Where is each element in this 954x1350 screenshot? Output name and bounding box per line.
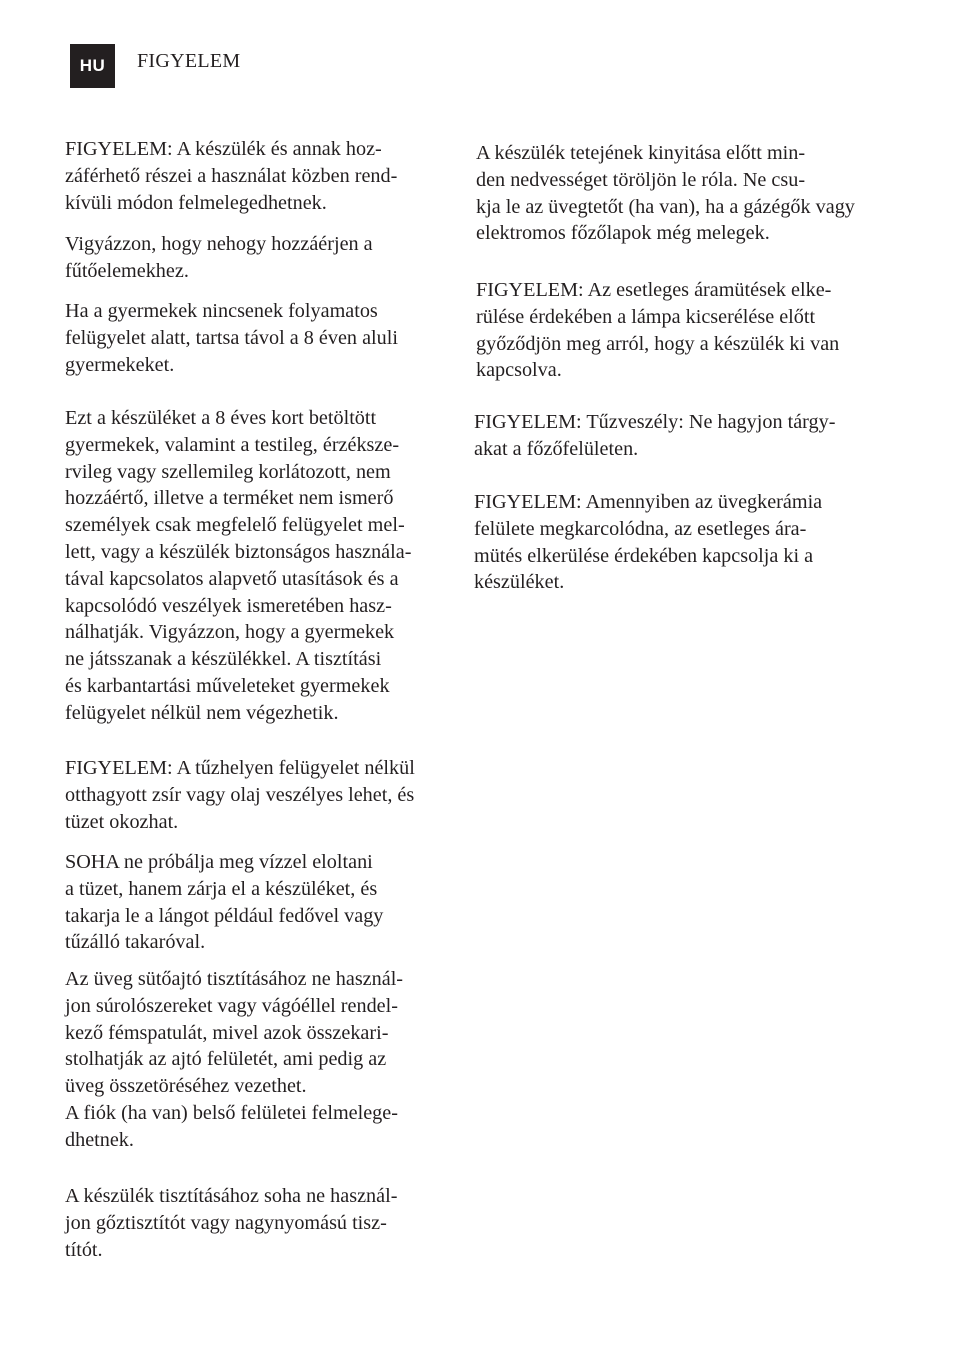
text-line: FIGYELEM: A tűzhelyen felügyelet nélkül — [65, 757, 415, 779]
text-line: títót. — [65, 1238, 103, 1261]
text-line: kja le az üvegtetőt (ha van), ha a gázégők vagy — [476, 195, 855, 218]
text-line: mütés elkerülése érdekében kapcsolja ki a — [474, 544, 814, 567]
text-line: felügyelet alatt, tartsa távol a 8 éven aluli — [65, 326, 398, 349]
text-line: dhetnek. — [65, 1128, 134, 1151]
text-line: Az üveg sütőajtó tisztításához ne használ- — [65, 968, 404, 990]
text-line: kívüli módon felmelegedhetnek. — [65, 191, 327, 214]
text-line: felülete megkarcolódna, az esetleges ára- — [474, 517, 807, 540]
text-line: gyermekeket. — [65, 353, 175, 376]
text-line: jon súrolószereket vagy vágóéllel rendel- — [65, 994, 398, 1017]
glass-door-cleaning-note — [65, 966, 403, 1154]
text-line: záférhető részei a használat közben rend- — [65, 164, 398, 187]
text-line: den nedvességet töröljön le róla. Ne csu- — [476, 168, 806, 191]
text-line: kapcsolódó veszélyek ismeretében hasz- — [65, 594, 392, 617]
usage-restrictions-note — [65, 405, 411, 727]
text-line: felügyelet nélkül nem végezhetik. — [65, 701, 339, 724]
text-line: tával kapcsolatos alapvető utasítások és a — [65, 567, 399, 590]
heating-elements-note — [65, 231, 373, 285]
text-line: a tüzet, hanem zárja el a készüléket, és — [65, 877, 378, 900]
text-line: otthagyott zsír vagy olaj veszélyes lehet, és — [65, 783, 415, 806]
text-line: tűzálló takaróval. — [65, 931, 206, 954]
warning-lamp-replacement — [476, 277, 839, 384]
text-line: Ezt a készüléket a 8 éves kort betöltött — [65, 407, 377, 429]
text-line: készüléket. — [474, 571, 565, 594]
lid-opening-note — [476, 140, 855, 247]
text-line: FIGYELEM: Az esetleges áramütések elke- — [476, 279, 832, 301]
text-line: kapcsolva. — [476, 359, 562, 382]
text-line: lett, vagy a készülék biztonságos használa- — [65, 540, 412, 563]
text-line: stolhatják az ajtó felületét, ami pedig az — [65, 1048, 387, 1071]
text-line: gyermekek, valamint a testileg, érzéksze- — [65, 433, 400, 456]
warning-grease-oil — [65, 755, 415, 835]
text-line: FIGYELEM: A készülék és annak hoz- — [65, 138, 382, 160]
text-line: Ha a gyermekek nincsenek folyamatos — [65, 300, 378, 322]
text-line: nálhatják. Vigyázzon, hogy a gyermekek — [65, 621, 395, 644]
text-line: tüzet okozhat. — [65, 810, 179, 833]
text-line: és karbantartási műveleteket gyermekek — [65, 674, 390, 697]
text-line: jon gőztisztítót vagy nagynyomású tisz- — [65, 1211, 387, 1234]
text-line: Vigyázzon, hogy nehogy hozzáérjen a — [65, 233, 373, 255]
language-badge: HU — [70, 44, 115, 88]
warning-fire-hazard — [474, 409, 835, 463]
children-supervision-note — [65, 298, 398, 378]
text-line: A készülék tetejének kinyitása előtt min- — [476, 142, 806, 164]
text-line: ne játsszanak a készülékkel. A tisztítási — [65, 648, 382, 671]
text-line: elektromos főzőlapok még melegek. — [476, 222, 770, 245]
text-line: A készülék tisztításához soha ne használ- — [65, 1185, 398, 1207]
text-line: kező fémspatulát, mivel azok összekari- — [65, 1021, 389, 1044]
page-title: FIGYELEM — [137, 50, 241, 72]
text-line: fűtőelemekhez. — [65, 259, 189, 282]
text-line: FIGYELEM: Tűzveszély: Ne hagyjon tárgy- — [474, 411, 836, 433]
text-line: hozzáértő, illetve a terméket nem ismerő — [65, 487, 394, 510]
text-line: takarja le a lángot például fedővel vagy — [65, 904, 384, 927]
text-line: üveg összetöréséhez vezethet. — [65, 1075, 307, 1098]
fire-extinguish-note — [65, 849, 383, 956]
warning-glass-ceramic — [474, 489, 822, 596]
text-line: A fiók (ha van) belső felületei felmelege- — [65, 1101, 398, 1124]
text-line: SOHA ne próbálja meg vízzel eloltani — [65, 851, 373, 873]
text-line: rülése érdekében a lámpa kicserélése előtt — [476, 305, 816, 328]
text-line: akat a főzőfelületen. — [474, 437, 639, 460]
text-line: személyek csak megfelelő felügyelet mel- — [65, 514, 405, 537]
text-line: rvileg vagy szellemileg korlátozott, nem — [65, 460, 391, 483]
steam-cleaner-note — [65, 1183, 397, 1263]
warning-hot-parts — [65, 136, 397, 216]
text-line: FIGYELEM: Amennyiben az üvegkerámia — [474, 491, 823, 513]
text-line: győződjön meg arról, hogy a készülék ki van — [476, 332, 840, 355]
